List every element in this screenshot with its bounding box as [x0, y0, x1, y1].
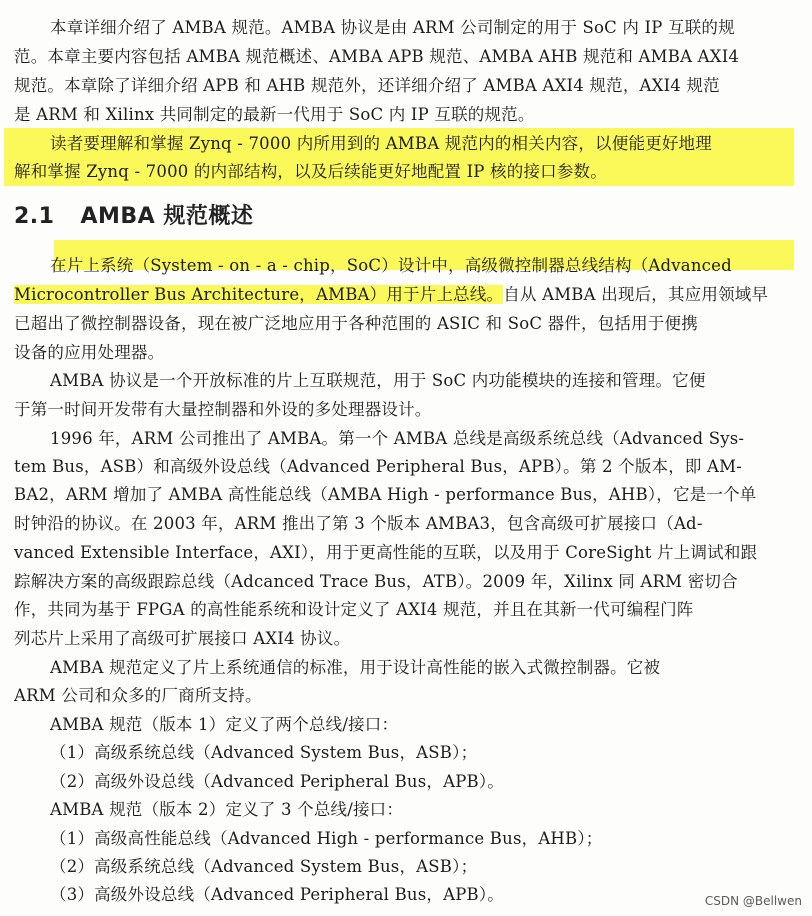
paragraph-line-highlighted: 解和掌握 Zynq - 7000 的内部结构，以及后续能更好地配置 IP 核的接口参数。	[14, 162, 607, 181]
highlighted-text: Microcontroller Bus Architecture，AMBA）用于片上总线。	[14, 285, 504, 304]
paragraph-line: 1996 年，ARM 公司推出了 AMBA。第一个 AMBA 总线是高级系统总线（Advanced Sys-	[50, 429, 745, 448]
section-heading	[14, 202, 253, 232]
paragraph-line-mixed	[14, 283, 774, 309]
paragraph-line: BA2，ARM 增加了 AMBA 高性能总线（AMBA High - performance Bus，AHB），它是一个单	[14, 485, 757, 504]
list-item: （2）高级外设总线（Advanced Peripheral Bus，APB）。	[50, 772, 504, 791]
paragraph-line: 列芯片上采用了高级可扩展接口 AXI4 协议。	[14, 629, 351, 648]
paragraph-line: 踪解决方案的高级跟踪总线（Adcanced Trace Bus，ATB）。2009 年，Xilinx 同 ARM 密切合	[14, 572, 738, 591]
paragraph-line: ARM 公司和众多的厂商所支持。	[14, 686, 262, 705]
watermark: CSDN @Bellwen	[704, 894, 802, 908]
paragraph-line-highlighted: 读者要理解和掌握 Zynq - 7000 内所用到的 AMBA 规范内的相关内容，以便能更好地理	[50, 134, 712, 153]
paragraph-line-highlighted: 在片上系统（System - on - a - chip，SoC）设计中，高级微控制器总线结构（Advanced	[50, 256, 732, 275]
paragraph-line: 时钟沿的协议。在 2003 年，ARM 推出了第 3 个版本 AMBA3，包含高级可扩展接口（Ad-	[14, 514, 703, 533]
paragraph-line: 是 ARM 和 Xilinx 共同制定的最新一代用于 SoC 内 IP 互联的规范。	[14, 105, 535, 124]
list-item: （1）高级高性能总线（Advanced High - performance Bus，AHB）；	[50, 829, 603, 848]
list-heading: AMBA 规范（版本 2）定义了 3 个总线/接口：	[50, 800, 404, 819]
list-item: （1）高级系统总线（Advanced System Bus，ASB）；	[50, 743, 478, 762]
paragraph-line: 本章详细介绍了 AMBA 规范。AMBA 协议是由 ARM 公司制定的用于 SoC 内 IP 互联的规	[50, 18, 735, 37]
paragraph-line: 范。本章主要内容包括 AMBA 规范概述、AMBA APB 规范、AMBA AHB 规范和 AMBA AXI4	[14, 47, 740, 66]
list-item: （2）高级系统总线（Advanced System Bus，ASB）；	[50, 857, 478, 876]
paragraph-line: 于第一时间开发带有大量控制器和外设的多处理器设计。	[14, 400, 432, 419]
paragraph-line: 设备的应用处理器。	[14, 343, 165, 362]
section-title: AMBA 规范概述	[80, 204, 254, 229]
list-heading: AMBA 规范（版本 1）定义了两个总线/接口：	[50, 715, 399, 734]
paragraph-line: 作，共同为基于 FPGA 的高性能系统和设计定义了 AXI4 规范，并且在其新一代可编程门阵	[14, 600, 694, 619]
list-item: （3）高级外设总线（Advanced Peripheral Bus，APB）。	[50, 885, 504, 904]
paragraph-line: 规范。本章除了详细介绍 APB 和 AHB 规范外，还详细介绍了 AMBA AXI4 规范，AXI4 规范	[14, 76, 720, 95]
paragraph-line: vanced Extensible Interface，AXI），用于更高性能的互联，以及用于 CoreSight 片上调试和跟	[14, 543, 758, 562]
paragraph-line: tem Bus，ASB）和高级外设总线（Advanced Peripheral Bus，APB）。第 2 个版本，即 AM-	[14, 457, 743, 476]
paragraph-line: AMBA 协议是一个开放标准的片上互联规范，用于 SoC 内功能模块的连接和管理。它便	[50, 371, 706, 390]
section-number: 2.1	[14, 204, 55, 229]
paragraph-line: AMBA 规范定义了片上系统通信的标准，用于设计高性能的嵌入式微控制器。它被	[50, 658, 661, 677]
paragraph-line: 已超出了微控制器设备，现在被广泛地应用于各种范围的 ASIC 和 SoC 器件，包括用于便携	[14, 314, 698, 333]
plain-text: 自从 AMBA 出现后，其应用领域早	[503, 285, 769, 304]
